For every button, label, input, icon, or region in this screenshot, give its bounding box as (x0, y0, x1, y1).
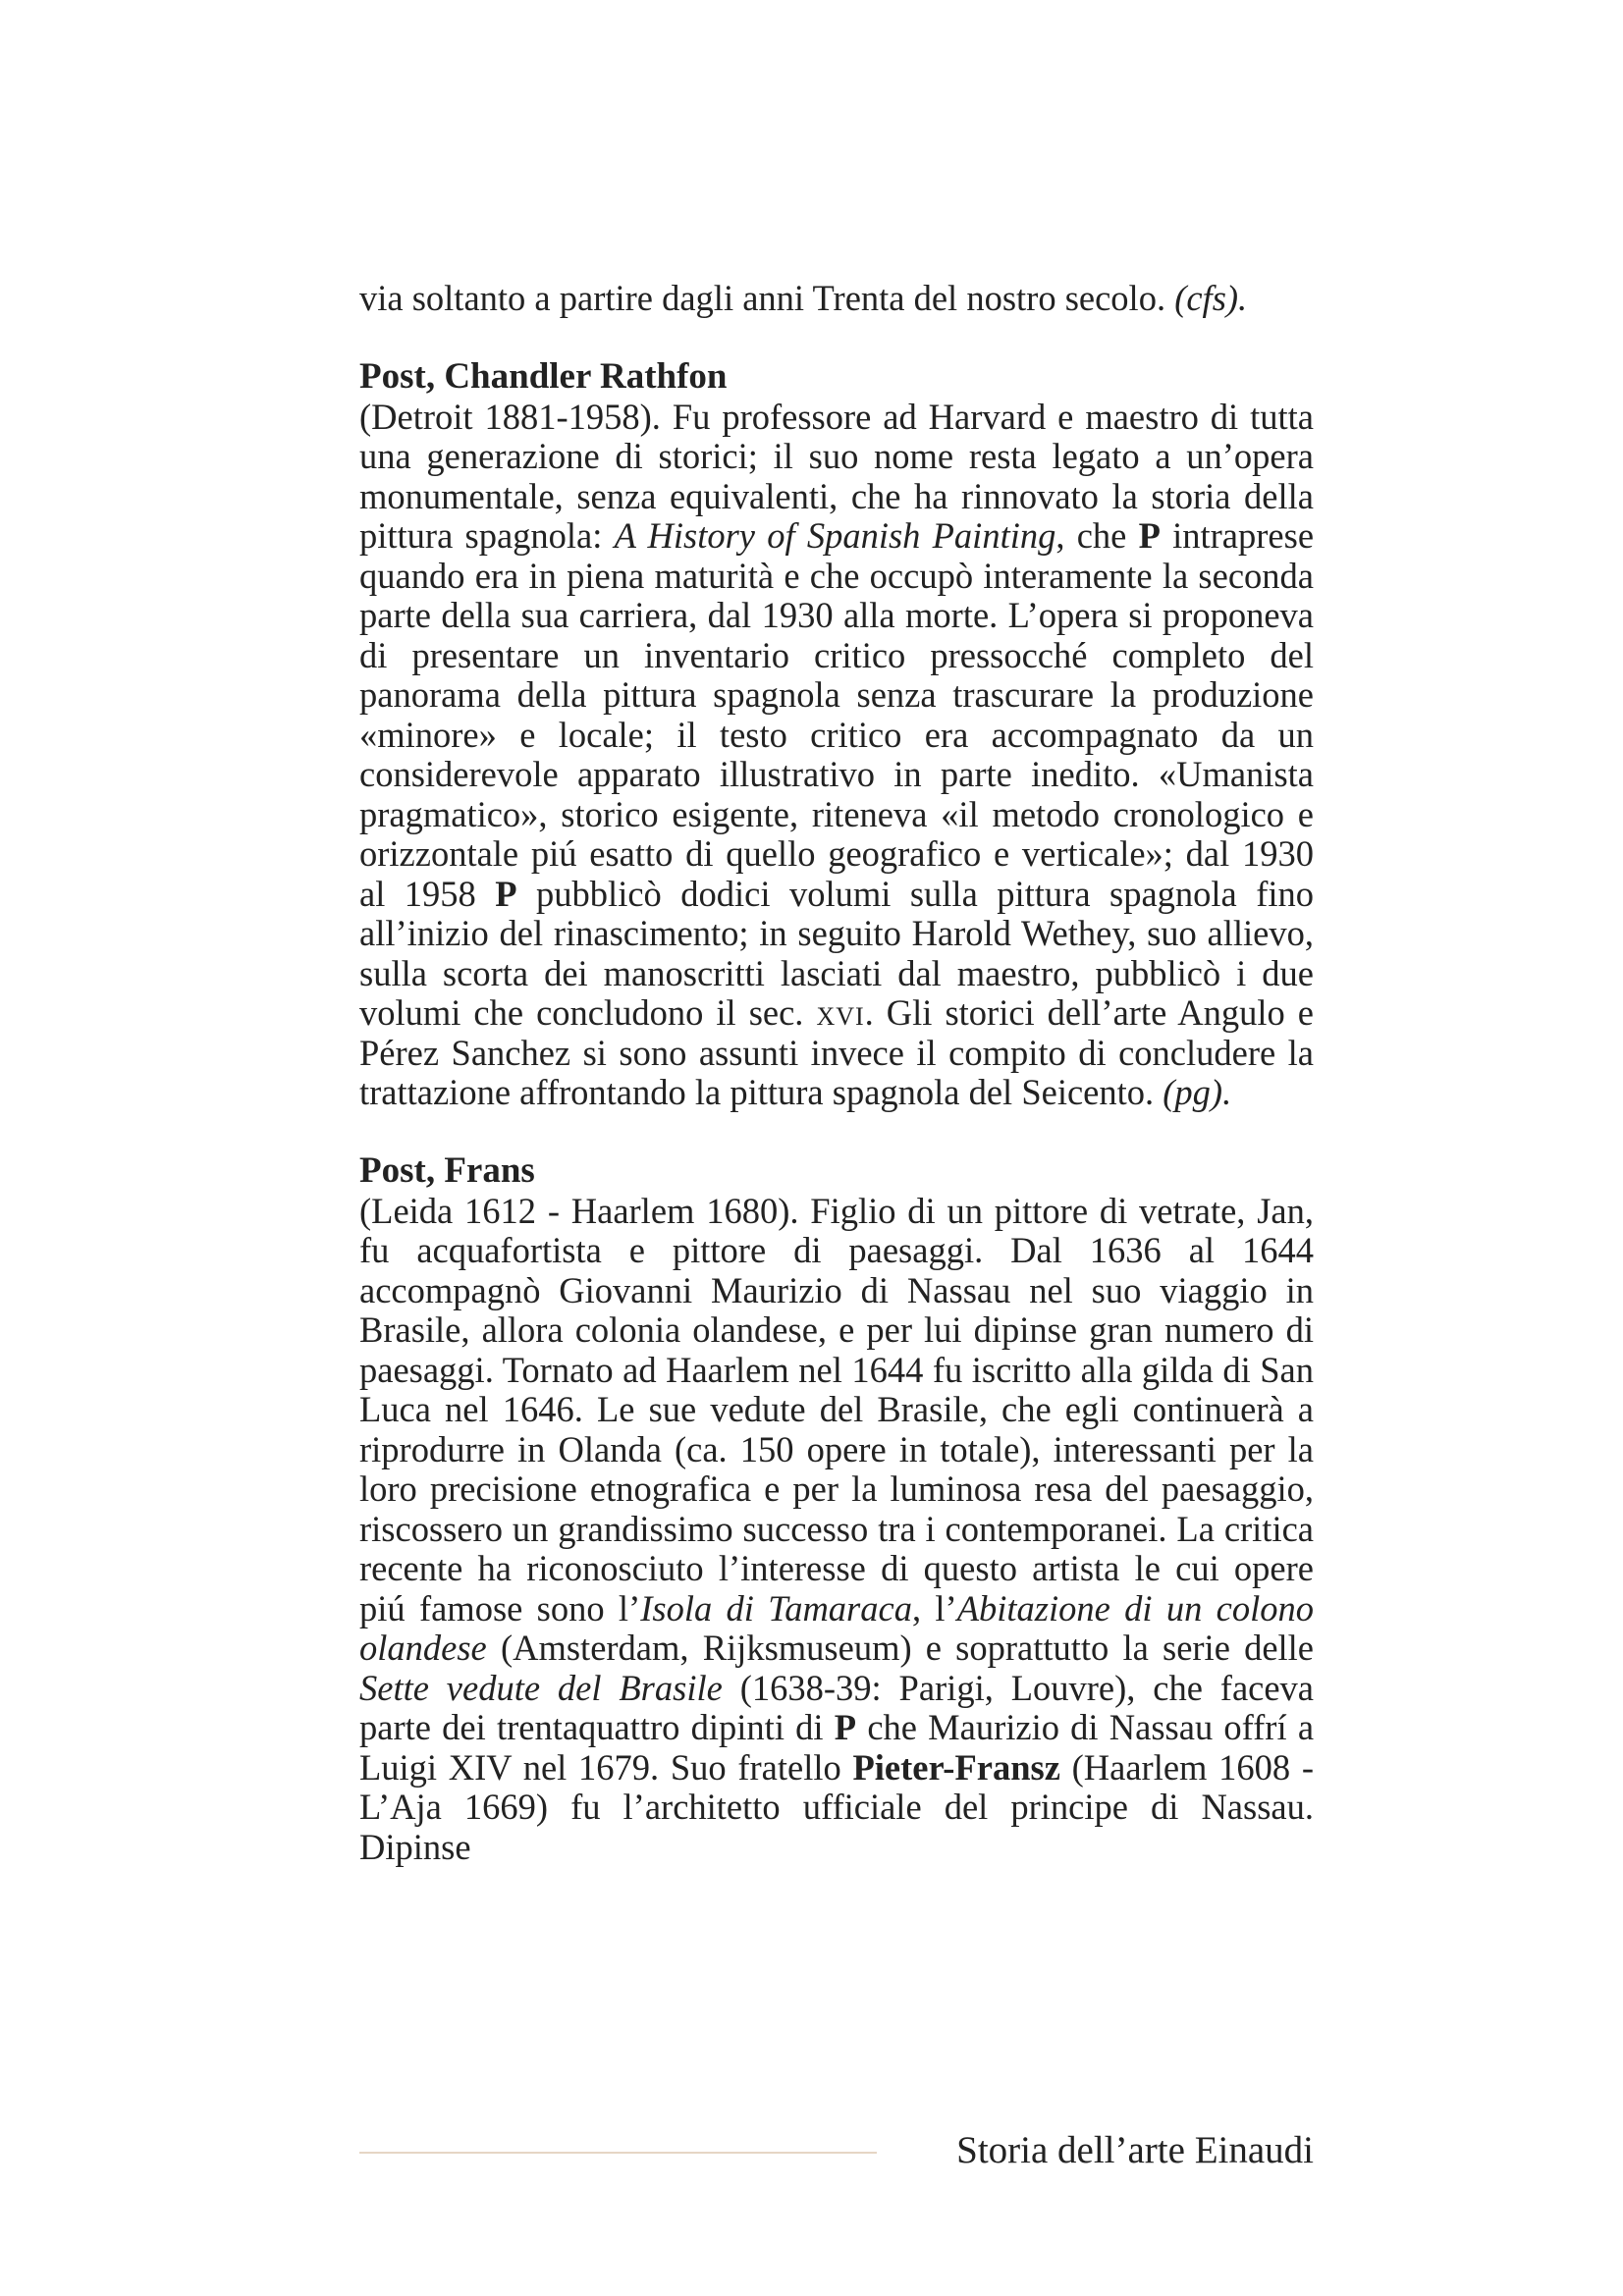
body-text: (Haarlem 1608 - L’Aja 1669) fu l’architetto ufficiale del principe di Nassau. Dipinse (359, 1746, 1314, 1867)
body-text: (Amsterdam, Rijksmuseum) e soprattutto la serie delle (500, 1628, 1315, 1668)
body-text: pubblicò dodici volumi sulla pittura spagnola fino all’inizio del rinascimento; in seguito Harold Wethey, suo allievo, sulla scorta dei manoscritti lasciati dal maestro, pubblicò i due volumi che concludono il sec. (359, 873, 1314, 1033)
body-text: (1638-39: Parigi, Louvre), che faceva parte dei trentaquattro dipinti di (359, 1667, 1314, 1747)
body-text: , che (1055, 515, 1127, 556)
body-text: , l’ (911, 1587, 957, 1629)
entry-body (359, 398, 1314, 1113)
footer-rule (359, 2152, 877, 2154)
body-text: (Leida 1612 - Haarlem 1680). Figlio di un pittore di vetrate, Jan, fu acquafortista e pittore di paesaggi. Dal 1636 al 1644 accompagnò Giovanni Maurizio di Nassau nel suo viaggio in Brasile, allora colonia olandese, e per lui dipinse gran numero di paesaggi. Tornato ad Haarlem nel 1644 fu iscritto alla gilda di San Luca nel 1646. Le sue vedute del Brasile, che egli continuerà a riprodurre in Olanda (ca. 150 opere in totale), interessanti per la loro precisione etnografica e per la luminosa resa del paesaggio, riscossero un grandissimo successo tra i contemporanei. La critica recente ha riconosciuto l’interesse di questo artista le cui opere piú famose sono l’ (359, 1190, 1314, 1629)
entry-heading: Post, Frans (359, 1149, 535, 1191)
continuation-text: via soltanto a partire dagli anni Trenta del nostro secolo. (359, 278, 1166, 318)
footer-publication: Storia dell’arte Einaudi (956, 2129, 1314, 2171)
entry-post-frans (359, 1150, 1314, 1868)
subject-abbreviation: P (834, 1707, 857, 1747)
entry-heading: Post, Chandler Rathfon (359, 355, 728, 397)
continuation-paragraph (359, 279, 1314, 319)
body-text: (Detroit 1881-1958). Fu professore ad Harvard e maestro di tutta una generazione di storici; il suo nome resta legato a un’opera monumentale, senza equivalenti, che ha rinnovato la storia della pittura spagnola: (359, 396, 1314, 556)
century-numeral: xvi (816, 992, 865, 1033)
body-text: intraprese quando era in piena maturità e che occupò interamente la seconda parte della sua carriera, dal 1930 alla morte. L’opera si proponeva di presentare un inventario critico pressocché completo del panorama della pittura spagnola senza trascurare la produzione «minore» e locale; il testo critico era accompagnato da un considerevole apparato illustrativo in parte inedito. «Umanista pragmatico», storico esigente, riteneva «il metodo cronologico e orizzontale piú esatto di quello geografico e verticale»; dal 1930 al 1958 (359, 515, 1315, 914)
related-person-name: Pieter-Fransz (852, 1746, 1060, 1788)
work-title: Isola di Tamaraca (640, 1587, 912, 1629)
author-credit: (pg). (1163, 1072, 1232, 1112)
body-text: che Maurizio di Nassau offrí a Luigi XIV nel 1679. Suo fratello (359, 1707, 1315, 1788)
subject-abbreviation: P (1138, 515, 1161, 556)
entry-post-chandler-rathfon (359, 356, 1314, 1113)
subject-abbreviation: P (495, 873, 517, 914)
work-title: A History of Spanish Painting (614, 515, 1056, 556)
body-text: . Gli storici dell’arte Angulo e Pérez Sanchez si sono assunti invece il compito di concludere la trattazione affrontando la pittura spagnola del Seicento. (359, 992, 1314, 1112)
text-column (359, 279, 1314, 1867)
work-title: Abitazione di un colono olandese (359, 1587, 1314, 1668)
work-title: Sette vedute del Brasile (359, 1667, 723, 1708)
entry-body (359, 1192, 1314, 1868)
author-credit: (cfs). (1174, 278, 1248, 318)
